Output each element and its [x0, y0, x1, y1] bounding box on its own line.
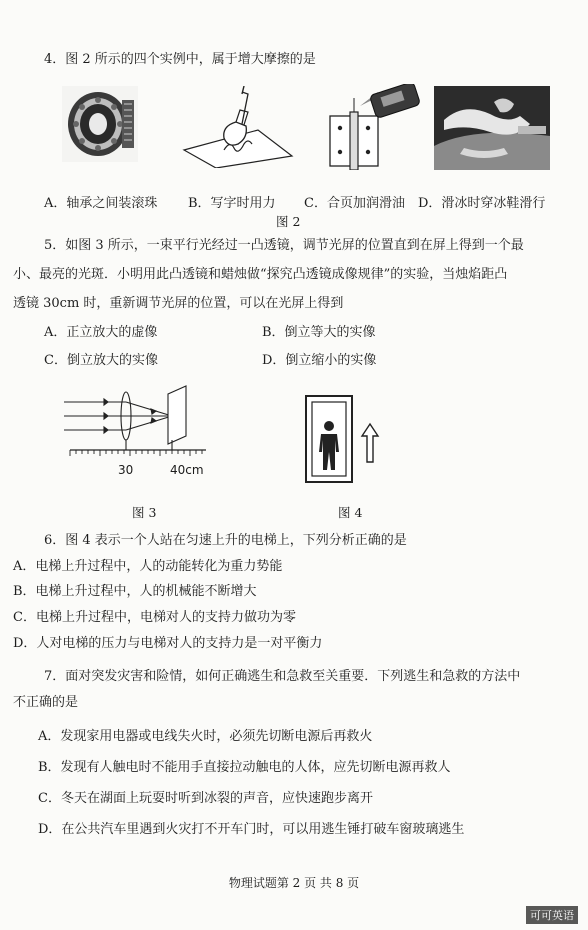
q6-option-b: B．电梯上升过程中，人的机械能不断增大	[13, 584, 257, 599]
q6-stem: 6．图 4 表示一个人站在匀速上升的电梯上，下列分析正确的是	[44, 533, 407, 548]
q4-stem: 4．图 2 所示的四个实例中，属于增大摩擦的是	[44, 52, 316, 67]
q5-option-c: C．倒立放大的实像	[44, 353, 158, 368]
q6-option-d: D．人对电梯的压力与电梯对人的支持力是一对平衡力	[13, 636, 323, 651]
fig3-tick-30: 30	[118, 463, 134, 477]
q7-option-a: A．发现家用电器或电线失火时，必须先切断电源后再救火	[38, 729, 373, 744]
q4-option-a: A．轴承之间装滚珠	[44, 196, 158, 211]
hinge-oil-image	[320, 84, 422, 170]
q7-stem-line2: 不正确的是	[13, 695, 79, 710]
q7-option-d: D．在公共汽车里遇到火灾打不开车门时，可以用逃生锤打破车窗玻璃逃生	[38, 822, 465, 837]
writing-hand-image	[180, 86, 298, 168]
q7-option-b: B．发现有人触电时不能用手直接拉动触电的人体，应先切断电源再救人	[38, 760, 451, 775]
q5-stem-line2: 小、最亮的光斑．小明用此凸透镜和蜡烛做“探究凸透镜成像规律”的实验，当烛焰距凸	[13, 267, 508, 282]
q7-stem-line1: 7．面对突发灾害和险情，如何正确逃生和急救至关重要．下列逃生和急救的方法中	[44, 669, 521, 684]
q7-option-c: C．冬天在湖面上玩耍时听到冰裂的声音，应快速跑步离开	[38, 791, 373, 806]
q6-option-a: A．电梯上升过程中，人的动能转化为重力势能	[13, 559, 283, 574]
q5-option-d: D．倒立缩小的实像	[262, 353, 377, 368]
fig3-tick-40: 40cm	[170, 463, 204, 477]
watermark: 可可英语	[526, 906, 578, 924]
bearing-image	[62, 86, 138, 162]
q5-option-a: A．正立放大的虚像	[44, 325, 158, 340]
q6-option-c: C．电梯上升过程中，电梯对人的支持力做功为零	[13, 610, 296, 625]
page-footer: 物理试题第 2 页 共 8 页	[228, 876, 360, 890]
q4-option-d: D．滑冰时穿冰鞋滑行	[418, 196, 546, 211]
q5-option-b: B．倒立等大的实像	[262, 325, 376, 340]
fig3-caption: 图 3	[132, 505, 157, 520]
q4-option-c: C．合页加润滑油	[304, 196, 405, 211]
q5-stem-line1: 5．如图 3 所示，一束平行光经过一凸透镜，调节光屏的位置直到在屏上得到一个最	[44, 238, 524, 253]
fig4-caption: 图 4	[338, 505, 363, 520]
fig4-elevator-diagram	[300, 394, 390, 484]
fig2-caption: 图 2	[276, 214, 301, 229]
q5-stem-line3: 透镜 30cm 时，重新调节光屏的位置，可以在光屏上得到	[13, 296, 344, 311]
skating-image	[434, 86, 550, 170]
q4-option-b: B．写字时用力	[188, 196, 276, 211]
